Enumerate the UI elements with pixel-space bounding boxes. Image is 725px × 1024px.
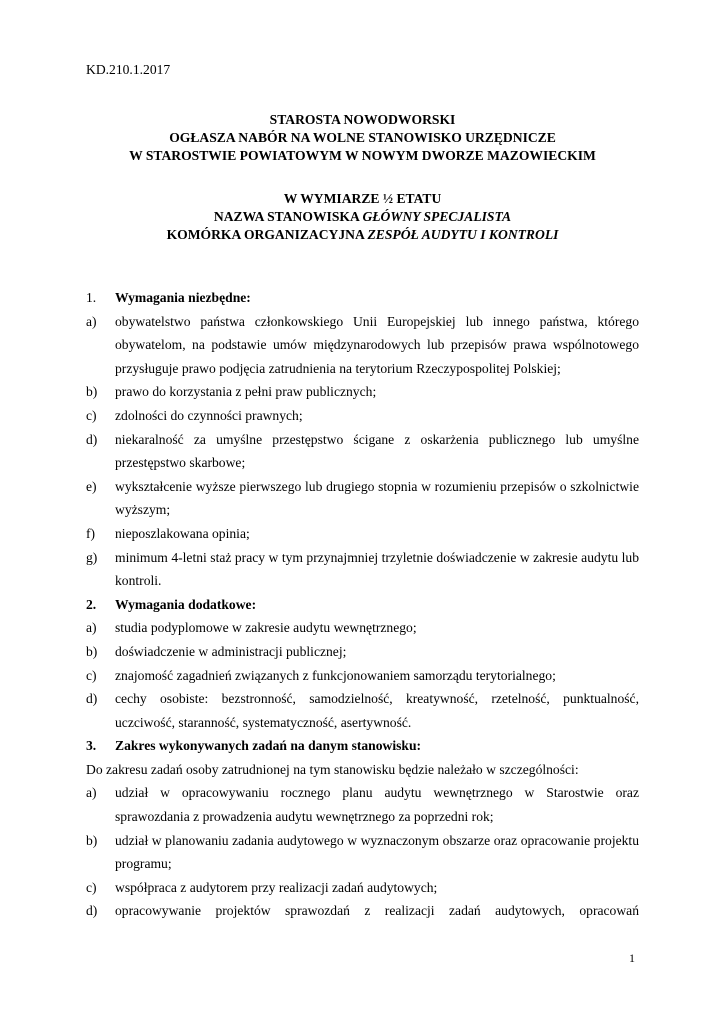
section-number: 3.	[86, 738, 97, 754]
list-item	[86, 616, 639, 640]
announcement-header	[0, 111, 725, 165]
item-text: nieposzlakowana opinia;	[115, 525, 250, 541]
section-heading	[86, 734, 639, 758]
item-label: b)	[86, 832, 98, 848]
position-name-line	[0, 208, 725, 226]
section-number: 1.	[86, 290, 97, 305]
section-heading	[86, 593, 639, 617]
item-text: udział w opracowywaniu rocznego planu audytu wewnętrznego w Starostwie oraz sprawozdania z prowadzenia audytu wewnętrznego za poprzedni rok;	[115, 785, 639, 825]
section-intro: Do zakresu zadań osoby zatrudnionej na tym stanowisku będzie należało w szczególności:	[86, 761, 579, 777]
item-label: g)	[86, 549, 98, 565]
item-text: znajomość zagadnień związanych z funkcjonowaniem samorządu terytorialnego;	[115, 667, 556, 683]
org-unit-value: ZESPÓŁ AUDYTU I KONTROLI	[367, 227, 559, 242]
position-details	[0, 190, 725, 244]
item-text: prawo do korzystania z pełni praw publicznych;	[115, 384, 377, 400]
list-item	[86, 829, 639, 876]
item-text: niekaralność za umyślne przestępstwo ścigane z oskarżenia publicznego lub umyślne przestępstwo skarbowe;	[115, 431, 639, 471]
item-text: udział w planowaniu zadania audytowego w wyznaczonym obszarze oraz opracowanie projektu programu;	[115, 832, 639, 872]
org-unit-line	[0, 226, 725, 244]
item-label: c)	[86, 407, 97, 423]
item-label: f)	[86, 525, 96, 541]
list-item	[86, 428, 639, 475]
item-label: e)	[86, 478, 97, 494]
item-label: a)	[86, 313, 97, 329]
list-item	[86, 664, 639, 688]
list-item	[86, 522, 639, 546]
list-item	[86, 310, 639, 381]
workload-line: W WYMIARZE ½ ETATU	[283, 191, 442, 206]
section-number: 2.	[86, 596, 97, 612]
item-text: minimum 4-letni staż pracy w tym przynajmniej trzyletnie doświadczenie w zakresie audytu lub kontroli.	[115, 549, 639, 589]
section-heading	[86, 286, 639, 310]
item-label: d)	[86, 903, 98, 919]
item-label: b)	[86, 384, 98, 400]
item-text: wykształcenie wyższe pierwszego lub drugiego stopnia w rozumieniu przepisów o szkolnictwie wyższym;	[115, 478, 639, 518]
section-title: Wymagania dodatkowe:	[115, 596, 257, 612]
page-number: 1	[629, 951, 635, 965]
list-item	[86, 475, 639, 522]
item-label: c)	[86, 879, 97, 895]
org-unit-label: KOMÓRKA ORGANIZACYJNA	[166, 227, 368, 242]
item-text: obywatelstwo państwa członkowskiego Unii Europejskiej lub innego państwa, którego obywatelom, na podstawie umów międzynarodowych lub przepisów prawa wspólnotowego przysługuje prawo podjęcia zatrudnienia na terytorium Rzeczypospolitej Polskiej;	[115, 313, 639, 376]
list-item	[86, 380, 639, 404]
item-text: doświadczenie w administracji publicznej;	[115, 643, 347, 659]
item-text: opracowywanie projektów sprawozdań z realizacji zadań audytowych, opracowań	[115, 903, 639, 919]
header-line-3: W STAROSTWIE POWIATOWYM W NOWYM DWORZE MAZOWIECKIM	[129, 148, 596, 163]
position-name-label: NAZWA STANOWISKA	[213, 209, 363, 224]
item-label: b)	[86, 643, 98, 659]
item-text: cechy osobiste: bezstronność, samodzielność, kreatywność, rzetelność, punktualność, uczciwość, staranność, systematyczność, asertywność.	[115, 691, 639, 730]
section-title: Wymagania niezbędne:	[115, 290, 251, 305]
item-text: studia podyplomowe w zakresie audytu wewnętrznego;	[115, 620, 417, 636]
item-label: d)	[86, 431, 98, 447]
list-item	[86, 687, 639, 734]
document-reference: KD.210.1.2017	[86, 62, 171, 77]
document-body	[86, 286, 639, 923]
item-text: współpraca z audytorem przy realizacji zadań audytowych;	[115, 879, 438, 895]
header-line-2: OGŁASZA NABÓR NA WOLNE STANOWISKO URZĘDNICZE	[169, 130, 556, 145]
position-name-value: GŁÓWNY SPECJALISTA	[362, 209, 512, 224]
list-item	[86, 640, 639, 664]
item-label: a)	[86, 620, 97, 636]
list-item	[86, 899, 639, 923]
item-label: a)	[86, 785, 97, 801]
item-label: c)	[86, 667, 97, 683]
list-item	[86, 781, 639, 828]
list-item	[86, 876, 639, 900]
item-label: d)	[86, 691, 98, 707]
header-line-1: STAROSTA NOWODWORSKI	[269, 112, 456, 127]
list-item	[86, 546, 639, 593]
section-title: Zakres wykonywanych zadań na danym stanowisku:	[115, 738, 422, 754]
list-item	[86, 404, 639, 428]
item-text: zdolności do czynności prawnych;	[115, 407, 303, 423]
